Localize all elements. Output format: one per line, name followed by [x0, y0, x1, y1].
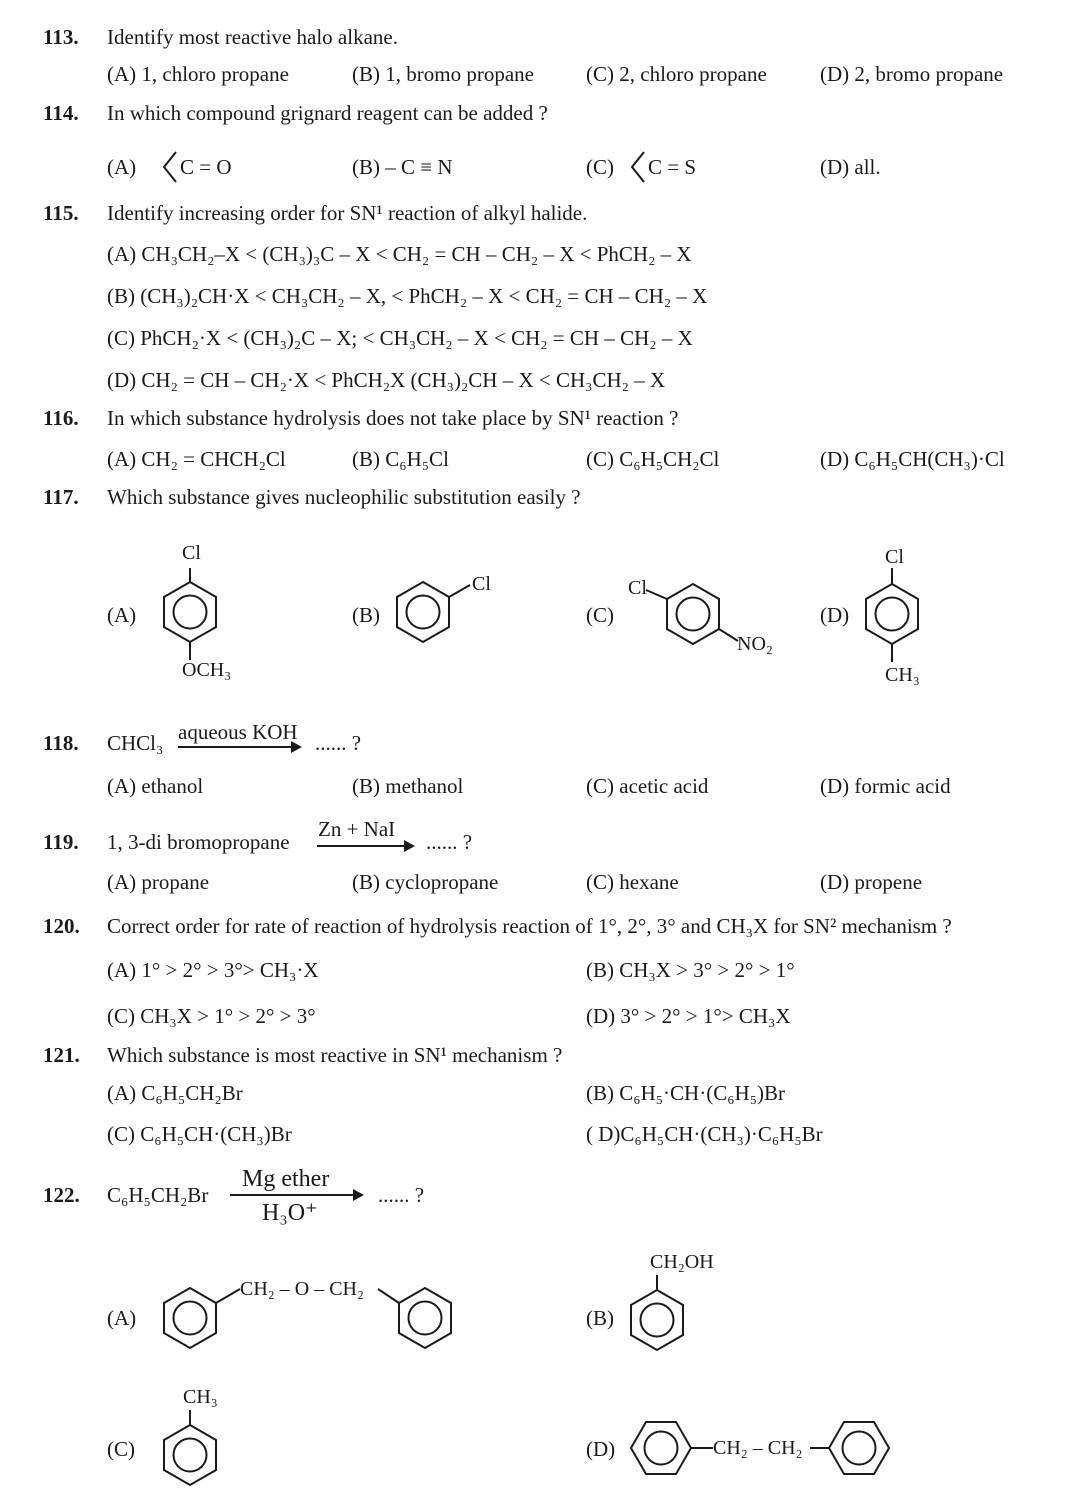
option-c: (C) 2, chloro propane — [586, 62, 767, 86]
option-b: (B) C₆H₅Cl — [352, 447, 449, 471]
substituent-label: Cl — [472, 573, 491, 595]
product: ...... ? — [426, 830, 473, 854]
reagent-bottom: H₃O⁺ — [262, 1200, 318, 1226]
reactant: 1, 3-di bromopropane — [107, 830, 290, 854]
reaction-arrow — [317, 845, 413, 847]
option-d: (D) propene — [820, 870, 923, 894]
aromatic-circle — [407, 596, 440, 629]
substituent-label: Cl — [182, 542, 201, 564]
option-a: (A) propane — [107, 870, 210, 894]
option-c: (C) acetic acid — [586, 774, 709, 798]
reaction-arrow — [178, 746, 300, 748]
option-b: (B) – C ≡ N — [352, 155, 453, 179]
substituent-label: CH₃ — [885, 664, 920, 686]
aromatic-circle — [174, 1302, 207, 1335]
benzene-ring-icon — [164, 1288, 216, 1348]
option-b: (B) 1, bromo propane — [352, 62, 534, 86]
reactant: CHCl₃ — [107, 731, 164, 755]
question-text: In which compound grignard reagent can be added ? — [107, 101, 548, 125]
bond-line — [216, 1289, 240, 1303]
option-b: (B) methanol — [352, 774, 464, 798]
substituent-label: NO₂ — [737, 633, 773, 655]
option-d: (D) 2, bromo propane — [820, 62, 1004, 86]
question-number: 117. — [43, 485, 79, 509]
benzene-ring-icon — [164, 582, 216, 642]
aromatic-circle — [641, 1304, 674, 1337]
aromatic-circle — [174, 1439, 207, 1472]
bond-line — [378, 1289, 399, 1303]
bond-line — [719, 629, 738, 641]
reagent: aqueous KOH — [178, 720, 298, 744]
question-number: 120. — [43, 914, 80, 938]
benzene-ring-icon — [164, 1425, 216, 1485]
substituent-label: CH₃ — [183, 1386, 218, 1408]
option-a: (A) CH₃CH₂–X < (CH₃)₃C – X < CH₂ = CH – CH₂ – X < PhCH₂ – X — [107, 242, 692, 266]
option-c: (C) — [586, 603, 614, 627]
option-a: (A) — [107, 603, 137, 627]
question-text: Which substance gives nucleophilic substitution easily ? — [107, 485, 581, 509]
aromatic-circle — [409, 1302, 442, 1335]
option-d: (D) all. — [820, 155, 881, 179]
option-a: (A) — [107, 155, 137, 179]
option-c: (C) PhCH₂·X < (CH₃)₂C – X; < CH₃CH₂ – X < CH₂ = CH – CH₂ – X — [107, 326, 693, 350]
question-number: 116. — [43, 406, 79, 430]
option-d: (D) — [820, 603, 850, 627]
option-d: (D) C₆H₅CH(CH₃)·Cl — [820, 447, 1005, 471]
benzene-ring-icon — [397, 582, 449, 642]
option-c: (C) hexane — [586, 870, 679, 894]
question-number: 113. — [43, 25, 79, 49]
bridge-label: CH₂ – CH₂ — [713, 1437, 803, 1459]
question-number: 122. — [43, 1183, 80, 1207]
benzene-ring-icon — [866, 584, 918, 644]
option-c-formula: C = S — [648, 155, 697, 179]
substituent-label: Cl — [628, 577, 647, 599]
aromatic-circle — [876, 598, 909, 631]
substituent-label: CH₂OH — [650, 1251, 714, 1273]
benzene-ring-icon — [631, 1290, 683, 1350]
option-b: (B) cyclopropane — [352, 870, 499, 894]
option-c: (C) — [586, 155, 614, 179]
option-a: (A) 1, chloro propane — [107, 62, 289, 86]
question-number: 121. — [43, 1043, 80, 1067]
option-b: (B) CH₃X > 3° > 2° > 1° — [586, 958, 795, 982]
option-c: (C) C₆H₅CH·(CH₃)Br — [107, 1122, 292, 1146]
question-number: 118. — [43, 731, 79, 755]
substituent-label: OCH₃ — [182, 659, 232, 681]
option-a-formula: C = O — [180, 155, 232, 179]
aromatic-circle — [645, 1432, 678, 1465]
option-a: (A) CH₂ = CHCH₂Cl — [107, 447, 286, 471]
option-b: (B) — [586, 1306, 614, 1330]
option-b: (B) (CH₃)₂CH·X < CH₃CH₂ – X, < PhCH₂ – X < CH₂ = CH – CH₂ – X — [107, 284, 708, 308]
substituent-label: Cl — [885, 546, 904, 568]
bridge-label: CH₂ – O – CH₂ — [240, 1278, 364, 1300]
option-a: (A) ethanol — [107, 774, 204, 798]
option-c: (C) — [107, 1437, 135, 1461]
question-text: Identify most reactive halo alkane. — [107, 25, 398, 49]
aromatic-circle — [677, 598, 710, 631]
reagent: Zn + NaI — [318, 817, 396, 841]
option-d: (D) — [586, 1437, 616, 1461]
question-text: Which substance is most reactive in SN¹ mechanism ? — [107, 1043, 563, 1067]
reaction-arrow — [230, 1194, 362, 1196]
product: ...... ? — [315, 731, 362, 755]
option-d: (D) formic acid — [820, 774, 951, 798]
question-text: In which substance hydrolysis does not take place by SN¹ reaction ? — [107, 406, 679, 430]
option-c: (C) CH₃X > 1° > 2° > 3° — [107, 1004, 316, 1028]
option-b: (B) C₆H₅·CH·(C₆H₅)Br — [586, 1081, 786, 1105]
aromatic-circle — [843, 1432, 876, 1465]
bond-bracket — [632, 152, 644, 182]
benzene-ring-icon — [399, 1288, 451, 1348]
question-number: 115. — [43, 201, 79, 225]
benzene-ring-icon — [829, 1422, 889, 1474]
option-a: (A) 1° > 2° > 3°> CH₃·X — [107, 958, 319, 982]
option-d: (D) 3° > 2° > 1°> CH₃X — [586, 1004, 791, 1028]
question-text: Correct order for rate of reaction of hydrolysis reaction of 1°, 2°, 3° and CH₃X for SN² mechanism ? — [107, 914, 952, 938]
benzene-ring-icon — [667, 584, 719, 644]
option-b: (B) — [352, 603, 380, 627]
option-a: (A) C₆H₅CH₂Br — [107, 1081, 243, 1105]
bond-line — [646, 590, 667, 599]
aromatic-circle — [174, 596, 207, 629]
option-a: (A) — [107, 1306, 137, 1330]
reactant: C₆H₅CH₂Br — [107, 1183, 209, 1207]
product: ...... ? — [378, 1183, 425, 1207]
option-d: ( D)C₆H₅CH·(CH₃)·C₆H₅Br — [586, 1122, 823, 1146]
bond-line — [449, 585, 470, 597]
question-number: 119. — [43, 830, 79, 854]
reagent-top: Mg ether — [242, 1166, 330, 1192]
benzene-ring-icon — [631, 1422, 691, 1474]
question-number: 114. — [43, 101, 79, 125]
bond-bracket — [164, 152, 176, 182]
question-text: Identify increasing order for SN¹ reaction of alkyl halide. — [107, 201, 588, 225]
option-d: (D) CH₂ = CH – CH₂·X < PhCH₂X (CH₃)₂CH – X < CH₃CH₂ – X — [107, 368, 666, 392]
option-c: (C) C₆H₅CH₂Cl — [586, 447, 720, 471]
